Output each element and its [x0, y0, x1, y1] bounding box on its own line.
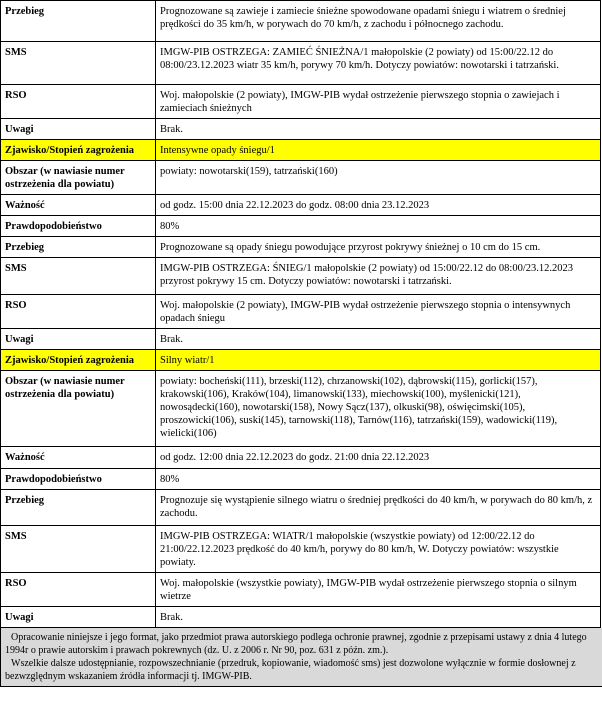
- row-label: SMS: [1, 526, 156, 573]
- row-label: Uwagi: [1, 329, 156, 350]
- hazard-header-value: Intensywne opady śniegu/1: [156, 140, 601, 161]
- copyright-footer: [0, 628, 602, 687]
- hazard-header-row: [1, 350, 601, 371]
- row-przebieg: [1, 1, 601, 42]
- row-rso: [1, 573, 601, 607]
- hazard-header-value: Silny wiatr/1: [156, 350, 601, 371]
- row-label: Prawdopodobieństwo: [1, 469, 156, 490]
- row-label: Przebieg: [1, 237, 156, 258]
- row-value: Brak.: [156, 119, 601, 140]
- row-value: IMGW-PIB OSTRZEGA: WIATR/1 małopolskie (wszystkie powiaty) od 12:00/22.12 do 21:00/22.12.2023 prędkość do 40 km/h, porywy do 80 km/h, W. Dotyczy powiatów: wszystkie powiaty.: [156, 526, 601, 573]
- hazard-header-label: Zjawisko/Stopień zagrożenia: [1, 350, 156, 371]
- row-label: SMS: [1, 258, 156, 295]
- row-value: 80%: [156, 469, 601, 490]
- row-obszar: [1, 161, 601, 195]
- row-waznosc: [1, 195, 601, 216]
- row-value: od godz. 12:00 dnia 22.12.2023 do godz. 21:00 dnia 22.12.2023: [156, 447, 601, 469]
- row-value: Prognozowane są opady śniegu powodujące przyrost pokrywy śnieżnej o 10 cm do 15 cm.: [156, 237, 601, 258]
- row-value: 80%: [156, 216, 601, 237]
- row-obszar: [1, 371, 601, 447]
- row-sms: [1, 258, 601, 295]
- row-value: Prognozuje się wystąpienie silnego wiatru o średniej prędkości do 40 km/h, w porywach do 80 km/h, z zachodu.: [156, 490, 601, 526]
- row-uwagi: [1, 119, 601, 140]
- copyright-paragraph: Opracowanie niniejsze i jego format, jako przedmiot prawa autorskiego podlega ochronie prawnej, zgodnie z przepisami ustawy z dnia 4 lutego 1994r o prawie autorskim i prawach pokrewnych (dz. U. z 2006 r. Nr 90, poz. 631 z późn. zm.).: [5, 632, 587, 656]
- row-value: Prognozowane są zawieje i zamiecie śnieżne spowodowane opadami śniegu i wiatrem o średniej prędkości do 35 km/h, w porywach do 70 km/h, z zachodu i północnego zachodu.: [156, 1, 601, 42]
- hazard-header-label: Zjawisko/Stopień zagrożenia: [1, 140, 156, 161]
- row-label: Przebieg: [1, 1, 156, 42]
- row-uwagi: [1, 329, 601, 350]
- row-label: Ważność: [1, 447, 156, 469]
- row-value: powiaty: bocheński(111), brzeski(112), chrzanowski(102), dąbrowski(115), gorlicki(157), krakowski(106), Kraków(104), limanowski(133), miechowski(100), myślenicki(121), nowosądecki(160), nowotarski(158), Nowy Sącz(137), olkuski(98), oświęcimski(105), proszowicki(106), suski(145), tarnowski(118), Tarnów(116), tatrzański(159), wadowicki(119), wielicki(106): [156, 371, 601, 447]
- row-value: Woj. małopolskie (2 powiaty), IMGW-PIB wydał ostrzeżenie pierwszego stopnia o zawiejach i zamieciach śnieżnych: [156, 85, 601, 119]
- row-sms: [1, 42, 601, 85]
- row-rso: [1, 295, 601, 329]
- row-value: IMGW-PIB OSTRZEGA: ŚNIEG/1 małopolskie (2 powiaty) od 15:00/22.12 do 08:00/23.12.2023 przyrost pokrywy 15 cm. Dotyczy powiatów: nowotarski i tatrzański.: [156, 258, 601, 295]
- row-przebieg: [1, 237, 601, 258]
- row-label: Prawdopodobieństwo: [1, 216, 156, 237]
- row-sms: [1, 526, 601, 573]
- row-value: Woj. małopolskie (wszystkie powiaty), IMGW-PIB wydał ostrzeżenie pierwszego stopnia o silnym wietrze: [156, 573, 601, 607]
- row-value: Brak.: [156, 329, 601, 350]
- row-label: Obszar (w nawiasie numer ostrzeżenia dla powiatu): [1, 371, 156, 447]
- row-label: Obszar (w nawiasie numer ostrzeżenia dla powiatu): [1, 161, 156, 195]
- row-label: RSO: [1, 573, 156, 607]
- row-przebieg: [1, 490, 601, 526]
- row-label: Przebieg: [1, 490, 156, 526]
- row-value: Brak.: [156, 607, 601, 628]
- row-label: RSO: [1, 85, 156, 119]
- row-waznosc: [1, 447, 601, 469]
- redistribution-paragraph: Wszelkie dalsze udostępnianie, rozpowszechnianie (przedruk, kopiowanie, wiadomość sms) jest dozwolone wyłącznie w formie dosłownej z bezwzględnym wskazaniem źródła informacji tj. IMGW-PIB.: [5, 658, 576, 682]
- row-value: powiaty: nowotarski(159), tatrzański(160): [156, 161, 601, 195]
- row-value: Woj. małopolskie (2 powiaty), IMGW-PIB wydał ostrzeżenie pierwszego stopnia o intensywnych opadach śniegu: [156, 295, 601, 329]
- row-prawdopodobienstwo: [1, 469, 601, 490]
- hazard-header-row: [1, 140, 601, 161]
- row-label: Uwagi: [1, 607, 156, 628]
- row-value: od godz. 15:00 dnia 22.12.2023 do godz. 08:00 dnia 23.12.2023: [156, 195, 601, 216]
- row-prawdopodobienstwo: [1, 216, 601, 237]
- row-value: IMGW-PIB OSTRZEGA: ZAMIEĆ ŚNIEŻNA/1 małopolskie (2 powiaty) od 15:00/22.12 do 08:00/23.12.2023 wiatr 35 km/h, porywy 70 km/h. Dotyczy powiatów: nowotarski i tatrzański.: [156, 42, 601, 85]
- row-rso: [1, 85, 601, 119]
- row-label: Uwagi: [1, 119, 156, 140]
- row-label: Ważność: [1, 195, 156, 216]
- row-label: RSO: [1, 295, 156, 329]
- row-label: SMS: [1, 42, 156, 85]
- row-uwagi: [1, 607, 601, 628]
